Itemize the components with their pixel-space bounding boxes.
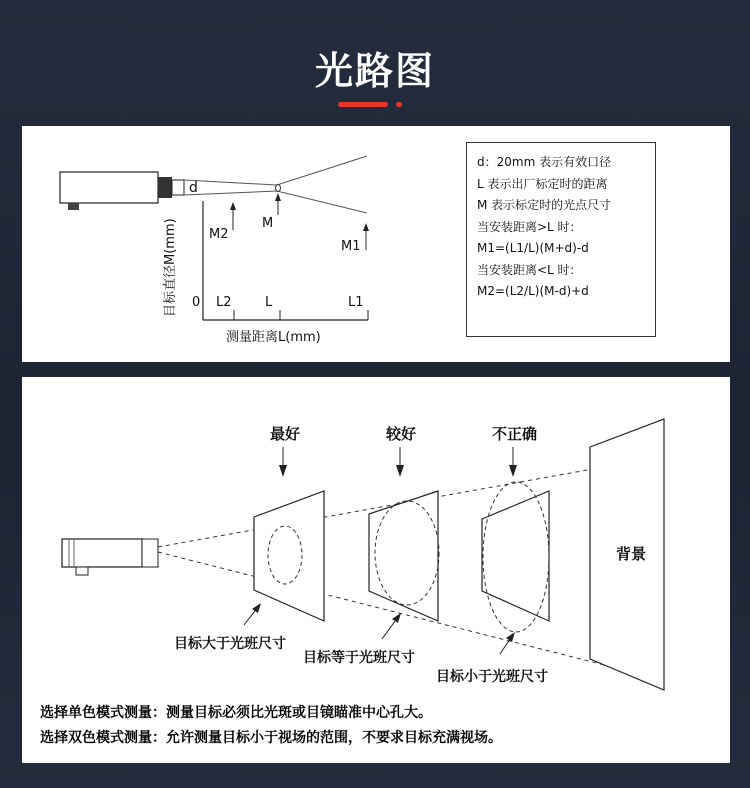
optical-path-panel (22, 126, 730, 362)
tick-0-label: 0 (192, 295, 201, 310)
beam-upper-edge (184, 156, 367, 185)
title-underline-bar (338, 102, 388, 107)
target-plate-equal (369, 491, 438, 621)
target-plate-smaller (482, 491, 549, 621)
m2-arrowhead (230, 202, 236, 210)
sensor-foot (76, 567, 88, 575)
x-axis-label: 测量距离L(mm) (226, 330, 321, 345)
y-axis-label: 目标直径M(mm) (163, 218, 178, 317)
legend-line: L 表示出厂标定时的距离 (477, 176, 608, 191)
sensor-lens-tip (172, 180, 184, 195)
legend-line: M1=(L1/L)(M+d)-d (477, 241, 589, 255)
target-plate-larger (254, 491, 324, 621)
equal-arrowhead (392, 613, 401, 623)
m-label: M (262, 216, 274, 231)
tick-l-label: L (265, 295, 273, 310)
target-larger-label: 目标大于光班尺寸 (174, 636, 286, 652)
good-label: 较好 (386, 425, 417, 443)
formula-legend-box (466, 142, 656, 337)
legend-line: M2=(L2/L)(M-d)+d (477, 284, 589, 298)
sensor-foot (68, 203, 79, 210)
m1-label: M1 (341, 239, 361, 254)
m1-arrowhead (363, 223, 369, 231)
focus-spot (276, 185, 281, 192)
m2-label: M2 (209, 227, 229, 242)
target-smaller-label: 目标小于光班尺寸 (436, 669, 548, 685)
legend-line: d：20mm 表示有效口径 (477, 155, 612, 169)
title-underline-dot (396, 102, 402, 107)
larger-arrowhead (252, 603, 261, 613)
legend-line: 当安装距离<L 时： (477, 262, 582, 277)
tick-l1-label: L1 (348, 295, 364, 310)
sensor-lens (158, 177, 172, 198)
sensor-front (142, 539, 158, 567)
d-label: d (189, 180, 198, 196)
page-title: 光路图 (314, 49, 435, 93)
target-size-panel (22, 377, 730, 763)
beam-lower-edge (184, 191, 367, 213)
tick-l2-label: L2 (216, 295, 232, 310)
target-equal-label: 目标等于光班尺寸 (303, 650, 415, 666)
single-color-mode-note: 选择单色模式测量：测量目标必须比光斑或目镜瞄准中心孔大。 (40, 705, 432, 721)
m-arrowhead (275, 193, 281, 201)
legend-line: 当安装距离>L 时： (477, 219, 582, 234)
bad-arrowhead (509, 465, 517, 477)
legend-line: M 表示标定时的光点尺寸 (477, 198, 612, 212)
best-arrowhead (279, 465, 287, 477)
dual-color-mode-note: 选择双色模式测量：允许测量目标小于视场的范围，不要求目标充满视场。 (40, 730, 502, 746)
sensor-body (60, 172, 158, 203)
background-label: 背景 (616, 545, 647, 563)
bad-label: 不正确 (492, 425, 538, 443)
good-arrowhead (396, 465, 404, 477)
best-label: 最好 (270, 425, 301, 443)
